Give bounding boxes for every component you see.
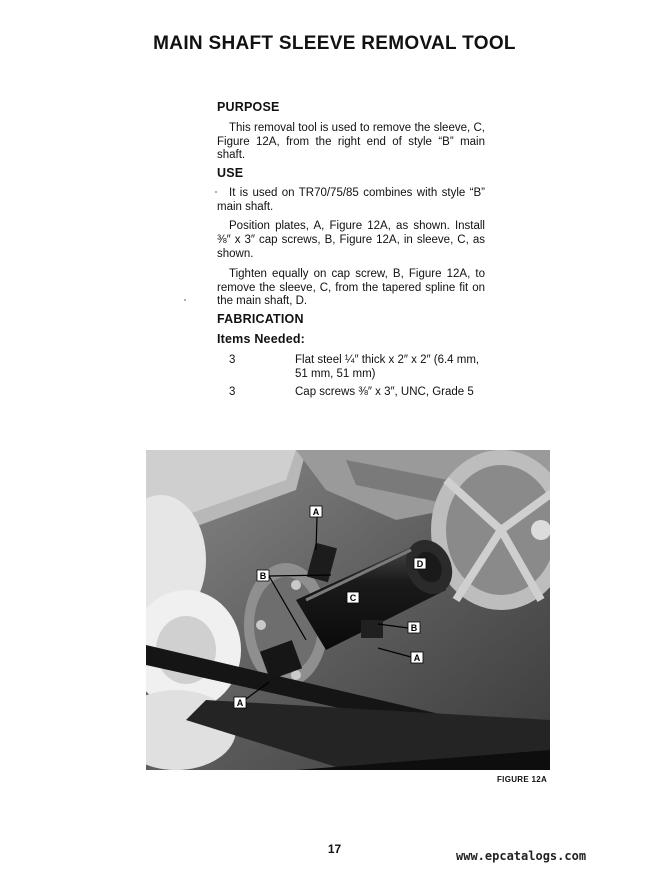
callout-b-label: B: [259, 571, 267, 581]
purpose-section: [217, 101, 485, 163]
callout-b-right: [408, 622, 420, 633]
list-item: [217, 386, 485, 416]
callout-a-top: [310, 506, 322, 517]
use-paragraph: Position plates, A, Figure 12A, as shown. Install ⅜″ x 3″ cap screws, B, Figure 12A, in sleeve, C, as shown.: [217, 220, 485, 260]
callout-c-label: C: [349, 593, 357, 603]
item-desc: Cap screws ⅜″ x 3″, UNC, Grade 5: [295, 386, 474, 398]
page-number: 17: [327, 842, 342, 856]
callout-b-label: B: [410, 623, 418, 633]
purpose-text: This removal tool is used to remove the sleeve, C, Figure 12A, from the right end of style “B” main shaft.: [217, 121, 485, 162]
purpose-heading: PURPOSE: [217, 100, 280, 114]
figure-photo: [146, 450, 550, 770]
callout-d: [414, 558, 426, 569]
callout-d-label: D: [416, 559, 424, 569]
use-paragraph: It is used on TR70/75/85 combines with style “B” main shaft.: [217, 186, 485, 213]
list-item: [217, 354, 485, 384]
item-desc: Flat steel ¼″ thick x 2″ x 2″ (6.4 mm, 51 mm, 51 mm): [295, 354, 480, 380]
callout-a-right: [411, 652, 423, 663]
callout-a-label: A: [312, 507, 320, 517]
use-heading: USE: [217, 166, 244, 180]
item-qty: 3: [229, 386, 236, 398]
callout-a-label: A: [236, 698, 244, 708]
scan-speck: [184, 299, 186, 301]
page-title: MAIN SHAFT SLEEVE REMOVAL TOOL: [153, 33, 516, 54]
use-section: [217, 167, 485, 309]
figure-caption: FIGURE 12A: [497, 775, 548, 784]
callout-a-bottom: [234, 697, 246, 708]
callout-c: [347, 592, 359, 603]
use-paragraph: Tighten equally on cap screw, B, Figure 12A, to remove the sleeve, C, from the tapered spline fit on the main shaft, D.: [217, 267, 485, 308]
item-qty: 3: [229, 354, 236, 366]
scan-speck: [215, 191, 217, 193]
watermark: www.epcatalogs.com: [456, 849, 587, 863]
callout-b-left: [257, 570, 269, 581]
items-needed-heading: Items Needed:: [217, 331, 306, 346]
callout-a-label: A: [413, 653, 421, 663]
fabrication-section: [217, 313, 485, 347]
fabrication-heading: FABRICATION: [217, 312, 304, 326]
